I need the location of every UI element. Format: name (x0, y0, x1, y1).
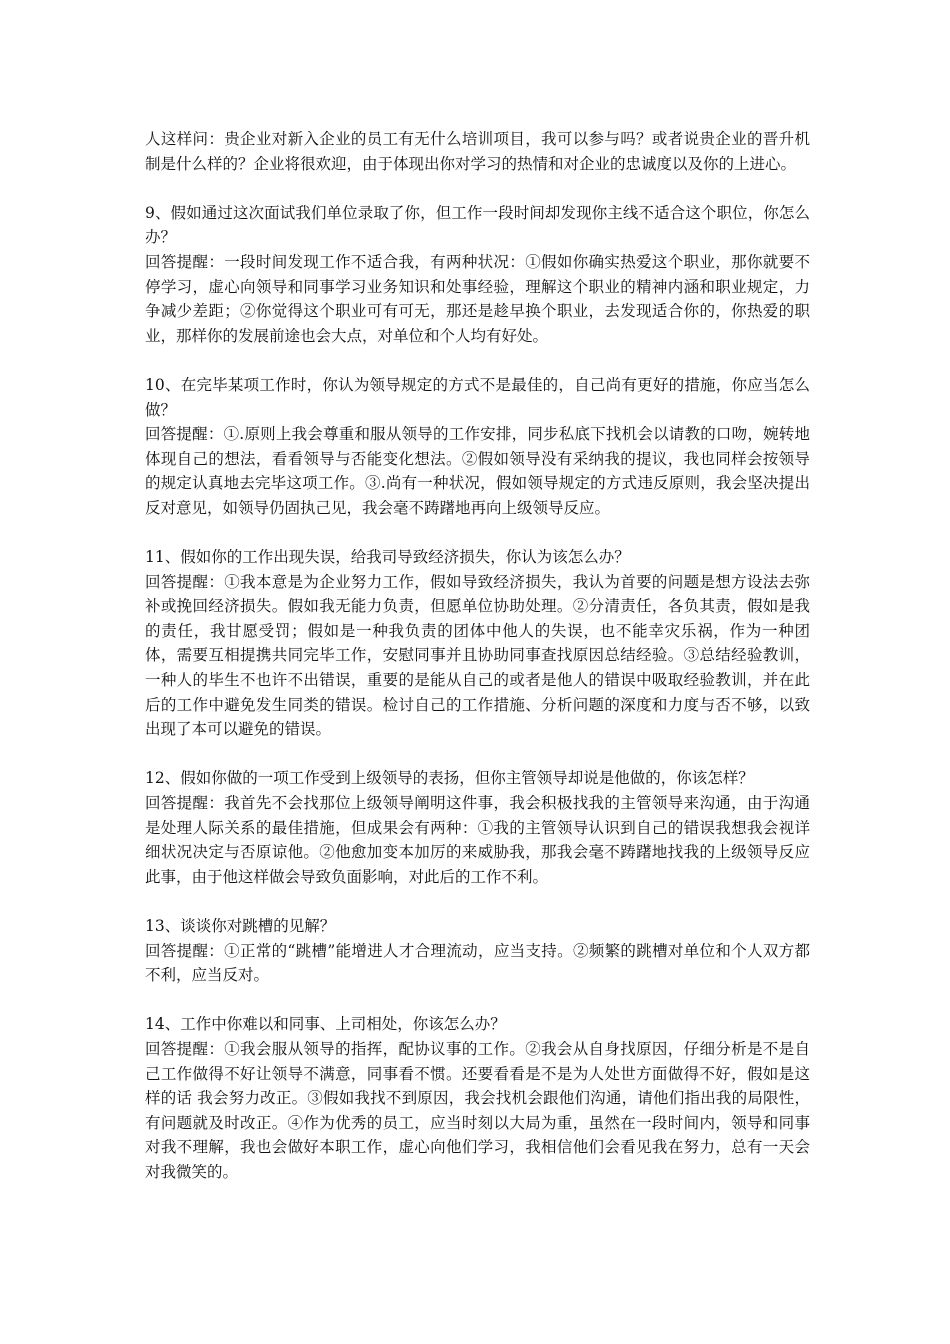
answer-11: 回答提醒：①我本意是为企业努力工作，假如导致经济损失，我认为首要的问题是想方设法去弥补或挽回经济损失。假如我无能力负责，但愿单位协助处理。②分清责任，各负其责，假如是我的责任，我甘愿受罚；假如是一种我负责的团体中他人的失误，也不能幸灾乐祸，作为一种团体，需要互相提携共同完毕工作，安慰同事并且协助同事查找原因总结经验。③总结经验教训，一种人的毕生不也许不出错误，重要的是能从自己的或者是他人的错误中吸取经验教训，并在此后的工作中避免发生同类的错误。检讨自己的工作措施、分析问题的深度和力度与否不够，以致出现了本可以避免的错误。 (145, 572, 810, 739)
question-10: 10、在完毕某项工作时，你认为领导规定的方式不是最佳的，自己尚有更好的措施，你应当怎么做？ (145, 375, 810, 419)
intro-text: 人这样问：贵企业对新入企业的员工有无什么培训项目，我可以参与吗？或者说贵企业的晋升机制是什么样的？企业将很欢迎，由于体现出你对学习的热情和对企业的忠诚度以及你的上进心。 (145, 130, 810, 173)
qa-item-12 (145, 766, 810, 889)
answer-12: 回答提醒：我首先不会找那位上级领导阐明这件事，我会积极找我的主管领导来沟通，由于沟通是处理人际关系的最佳措施，但成果会有两种：①我的主管领导认识到自己的错误我想我会视详细状况决定与否原谅他。②他愈加变本加厉的来威胁我，那我会毫不踌躇地找我的上级领导反应此事，由于他这样做会导致负面影响，对此后的工作不利。 (145, 794, 810, 886)
qa-item-11 (145, 545, 810, 742)
answer-9: 回答提醒：一段时间发现工作不适合我，有两种状况：①假如你确实热爱这个职业，那你就要不停学习，虚心向领导和同事学习业务知识和处事经验，理解这个职业的精神内涵和职业规定，力争减少差距；②你觉得这个职业可有可无，那还是趁早换个职业，去发现适合你的，你热爱的职业，那样你的发展前途也会大点，对单位和个人均有好处。 (145, 252, 810, 345)
document-body (145, 127, 810, 1209)
question-12: 12、假如你做的一项工作受到上级领导的表扬，但你主管领导却说是他做的，你该怎样？ (145, 769, 754, 788)
qa-item-10 (145, 373, 810, 521)
question-13: 13、谈谈你对跳槽的见解？ (145, 917, 336, 935)
question-11: 11、假如你的工作出现失误，给我司导致经济损失，你认为该怎么办？ (145, 548, 630, 567)
qa-item-14 (145, 1012, 810, 1184)
answer-13: 回答提醒：①正常的“跳槽”能增进人才合理流动，应当支持。②频繁的跳槽对单位和个人双方都不利，应当反对。 (145, 941, 810, 985)
question-9: 9、假如通过这次面试我们单位录取了你，但工作一段时间却发现你主线不适合这个职位，你怎么办？ (145, 203, 810, 247)
intro-paragraph (145, 127, 810, 176)
qa-item-13 (145, 914, 810, 988)
question-14: 14、工作中你难以和同事、上司相处，你该怎么办？ (145, 1015, 506, 1034)
answer-10: 回答提醒：①.原则上我会尊重和服从领导的工作安排，同步私底下找机会以请教的口吻，婉转地体现自己的想法，看看领导与否能变化想法。②假如领导没有采纳我的提议，我也同样会按领导的规定认真地去完毕这项工作。③.尚有一种状况，假如领导规定的方式违反原则，我会坚决提出反对意见，如领导仍固执己见，我会毫不踌躇地再向上级领导反应。 (145, 425, 810, 517)
qa-item-9 (145, 201, 810, 349)
answer-14: 回答提醒：①我会服从领导的指挥，配协议事的工作。②我会从自身找原因，仔细分析是不是自己工作做得不好让领导不满意，同事看不惯。还要看看是不是为人处世方面做得不好，假如是这样的话 我会努力改正。③假如我找不到原因，我会找机会跟他们沟通，请他们指出我的局限性，有问题就及时改正。④作为优秀的员工，应当时刻以大局为重，虽然在一段时间内，领导和同事对我不理解，我也会做好本职工作，虚心向他们学习，我相信他们会看见我在努力，总有一天会对我微笑的。 (145, 1039, 810, 1181)
